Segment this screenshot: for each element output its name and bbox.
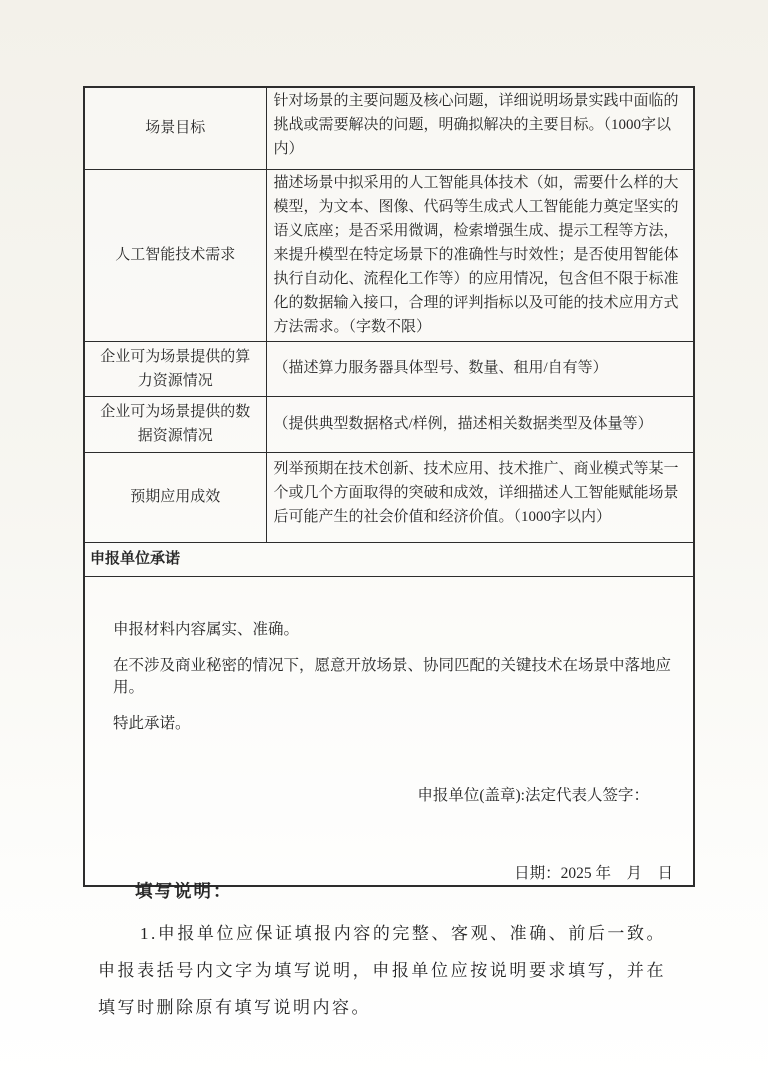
row-desc-compute-resources: （描述算力服务器具体型号、数量、租用/自有等）: [266, 341, 694, 396]
form-row-commitment-header: [84, 542, 694, 576]
application-form-table: [83, 86, 695, 887]
form-row-commitment-body: [84, 576, 694, 886]
row-desc-data-resources: （提供典型数据格式/样例，描述相关数据类型及体量等）: [266, 396, 694, 452]
form-row-compute-resources: [84, 341, 694, 396]
notes-section: [98, 876, 666, 1026]
notes-item-1: 1.申报单位应保证填报内容的完整、客观、准确、前后一致。申报表括号内文字为填写说明，申报单位应按说明要求填写，并在填写时删除原有填写说明内容。: [98, 924, 666, 1017]
commitment-line-1: 申报材料内容属实、准确。: [113, 620, 300, 638]
commitment-header: 申报单位承诺: [84, 542, 694, 576]
row-desc-scenario-goal: 针对场景的主要问题及核心问题，详细说明场景实践中面临的挑战或需要解决的问题，明确拟解决的主要目标。（1000字以内）: [266, 87, 694, 169]
form-row-expected-results: [84, 452, 694, 542]
row-label-data-resources: 企业可为场景提供的数据资源情况: [84, 396, 266, 452]
commitment-cell: [84, 576, 694, 886]
signature-line: 申报单位(盖章):法定代表人签字：: [417, 786, 649, 804]
date-line: 日期：2025 年 月 日: [514, 864, 673, 882]
row-label-scenario-goal: 场景目标: [84, 87, 266, 169]
form-row-scenario-goal: [84, 87, 694, 169]
commitment-line-2: 在不涉及商业秘密的情况下，愿意开放场景、协同匹配的关键技术在场景中落地应用。: [113, 656, 672, 696]
row-label-expected-results: 预期应用成效: [84, 452, 266, 542]
form-row-ai-tech-needs: [84, 169, 694, 341]
notes-title: 填写说明：: [135, 881, 233, 901]
row-desc-expected-results: 列举预期在技术创新、技术应用、技术推广、商业模式等某一个或几个方面取得的突破和成效，详细描述人工智能赋能场景后可能产生的社会价值和经济价值。（1000字以内）: [266, 452, 694, 542]
commitment-line-3: 特此承诺。: [113, 714, 191, 732]
row-label-ai-tech-needs: 人工智能技术需求: [84, 169, 266, 341]
row-desc-ai-tech-needs: 描述场景中拟采用的人工智能具体技术（如，需要什么样的大模型，为文本、图像、代码等生成式人工智能能力奠定坚实的语义底座；是否采用微调，检索增强生成、提示工程等方法，来提升模型在特定场景下的准确性与时效性；是否使用智能体执行自动化、流程化工作等）的应用情况，包含但不限于标准化的数据输入接口，合理的评判指标以及可能的技术应用方式方法需求。（字数不限）: [266, 169, 694, 341]
form-row-data-resources: [84, 396, 694, 452]
row-label-compute-resources: 企业可为场景提供的算力资源情况: [84, 341, 266, 396]
